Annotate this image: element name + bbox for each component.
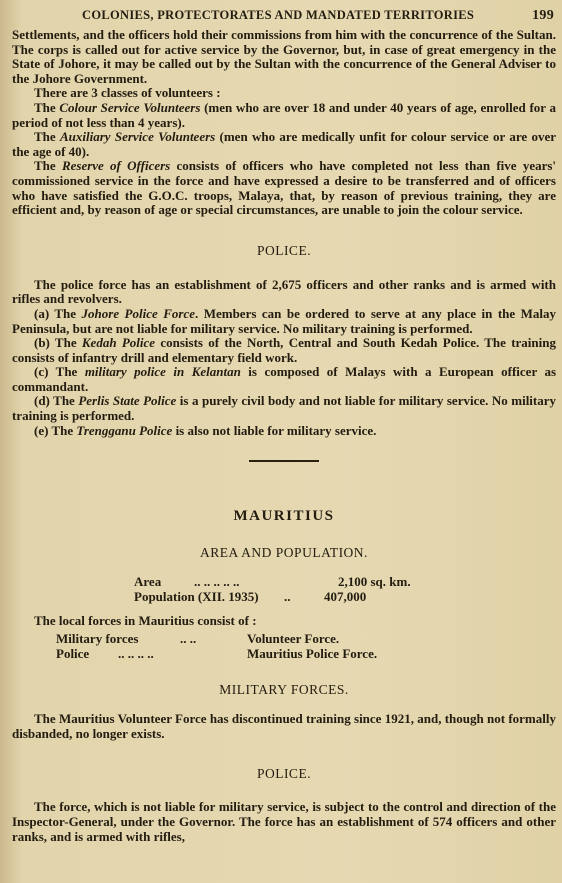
area-row: Area .. .. .. .. .. 2,100 sq. km. [134, 574, 411, 590]
paragraph-settlements: Settlements, and the officers hold their commissions from him with the concurrence of the Sultan. The corps is called out for active service by the Governor, but, in case of great emergency in the State of Johore, it may be called out by the Sultan with the concurrence of the General Adviser to the Johore Government. [12, 27, 556, 86]
local-forces-table [12, 632, 556, 661]
police-item-d: (d) The Perlis State Police is a purely civil body and not liable for military service. No military training is performed. [12, 393, 557, 424]
area-population-heading: AREA AND POPULATION. [200, 545, 368, 561]
police-row: Police .. .. .. .. Mauritius Police Force. [56, 645, 378, 661]
police-heading: POLICE. [256, 242, 312, 258]
page-header [12, 8, 556, 28]
colour-service-term: Colour Service Volunteers [59, 99, 201, 115]
auxiliary-service-paragraph: The Auxiliary Service Volunteers (men who are medically unfit for colour service or are over the age of 40). [12, 129, 556, 159]
military-forces-heading: MILITARY FORCES. [219, 682, 349, 698]
auxiliary-service-term: Auxiliary Service Volunteers [59, 129, 216, 145]
police-paragraph-mauritius: The force, which is not liable for military service, is subject to the control and direction of the Inspector-General, under the Governor. The force has an establishment of 574 officers and other ranks, and is armed with rifles, [12, 799, 556, 844]
local-forces-intro: The local forces in Mauritius consist of : [34, 613, 257, 629]
police-item-b: (b) The Kedah Police consists of the North, Central and South Kedah Police. The training consists of infantry drill and elementary field work. [12, 335, 556, 365]
military-forces-paragraph: The Mauritius Volunteer Force has discontinued training since 1921, and, though not formally disbanded, no longer exists. [12, 711, 556, 741]
colour-service-paragraph: The Colour Service Volunteers (men who are over 18 and under 40 years of age, enrolled for a period of not less than 4 years). [12, 99, 557, 130]
kelantan-police-term: military police in Kelantan [84, 364, 241, 380]
reserve-officers-paragraph: The Reserve of Officers consists of officers who have completed not less than five years' commissioned service in the force and have expressed a desire to be transferred and of officers who have satisfied the G.O.C. troops, Malaya, that, by reason of previous training, they are efficient and, by reason of age or special circumstances, are unable to join the colour service. [12, 158, 557, 218]
johore-police-term: Johore Police Force [81, 305, 195, 321]
police-item-a: (a) The Johore Police Force. Members can be ordered to serve at any place in the Malay Peninsula, but are not liable for military service. No military training is performed. [12, 305, 556, 336]
police-item-c: (c) The military police in Kelantan is composed of Malays with a European officer as commandant. [12, 364, 557, 394]
military-forces-row: Military forces .. .. Volunteer Force. [56, 631, 340, 647]
page-number: 199 [532, 8, 554, 23]
police-item-e: (e) The Trengganu Police is also not liable for military service. [34, 422, 377, 438]
mauritius-title: MAURITIUS [233, 508, 335, 525]
police-heading-mauritius: POLICE. [256, 766, 312, 782]
trengganu-police-term: Trengganu Police [76, 422, 173, 438]
volunteers-intro: There are 3 classes of volunteers : [34, 85, 221, 101]
area-population-table [12, 575, 556, 604]
kedah-police-term: Kedah Police [81, 335, 156, 351]
perlis-police-term: Perlis State Police [78, 393, 177, 409]
running-title: COLONIES, PROTECTORATES AND MANDATED TERRITORIES [82, 8, 475, 22]
police-intro: The police force has an establishment of 2,675 officers and other ranks and is armed with rifles and revolvers. [12, 276, 556, 307]
reserve-officers-term: Reserve of Officers [61, 158, 171, 174]
population-row: Population (XII. 1935) .. 407,000 [134, 588, 367, 604]
